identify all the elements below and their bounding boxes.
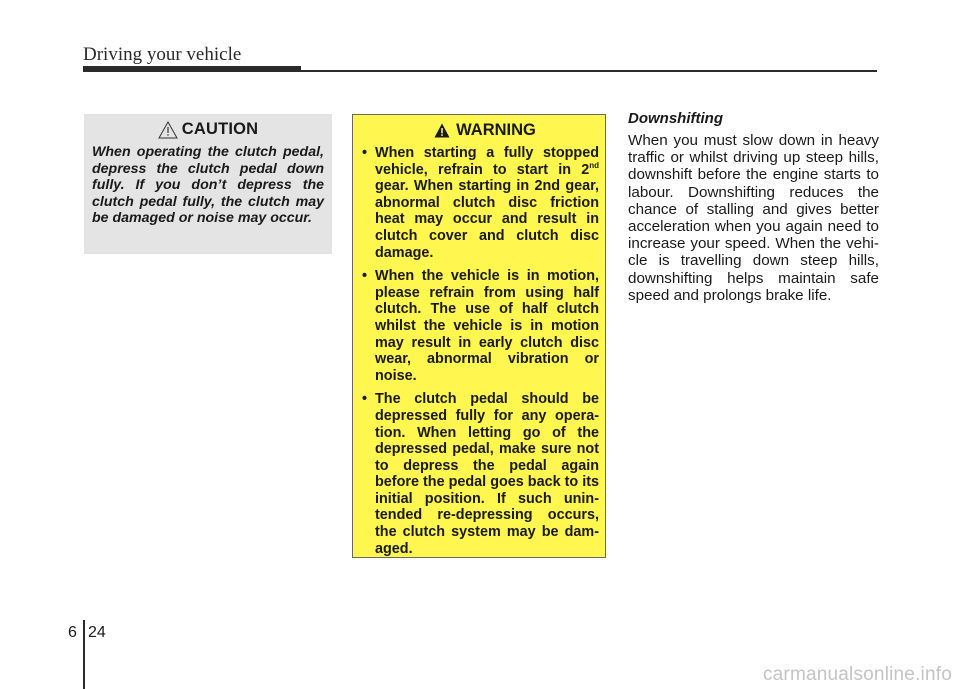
bullet: •: [362, 268, 368, 285]
chapter-number: 6: [68, 624, 77, 641]
warning-item-1-sup: nd: [589, 160, 599, 170]
warning-item-3-text: The clutch pedal should be depressed fully for any opera-tion. When letting go of the depressed pedal, make sure not to depress the pedal again before the pedal goes back to its initial position. If such unin-tended re-depressing occurs, the clutch system may be dam-aged.: [375, 391, 599, 557]
warning-triangle-icon: [434, 123, 450, 138]
warning-heading-label: WARNING: [456, 121, 536, 139]
warning-item-1-text-a: When starting a fully stopped vehicle, refrain to start in 2: [375, 145, 599, 178]
bullet: •: [362, 145, 368, 161]
header-rule-thin: [301, 70, 877, 72]
warning-item-1-text-b: gear. When starting in 2nd gear, abnormal clutch disc friction heat may occur and result in clutch cover and clutch disc damage.: [375, 178, 599, 261]
caution-heading: [92, 120, 324, 139]
warning-item-2-text: When the vehicle is in motion, please refrain from using half clutch. The use of half clutch whilst the vehicle is in motion may result in early clutch disc wear, abnormal vibration or noise.: [375, 268, 599, 384]
caution-heading-label: CAUTION: [181, 120, 259, 138]
page-number: 24: [88, 624, 106, 641]
warning-item-1: [361, 145, 599, 261]
downshifting-body: When you must slow down in heavy traffic or whilst driving up steep hills, downshift before the engine starts to labour. Downshifting reduces the chance of stalling and gives better acceleration when you again need to increase your speed. When the vehi-cle is travelling down steep hills, downshifting helps maintain safe speed and prolongs brake life.: [628, 132, 879, 304]
page-header-title: Driving your vehicle: [83, 44, 242, 65]
warning-item-3: [361, 391, 599, 557]
caution-text: When operating the clutch pedal, depress the clutch pedal down fully. If you don’t depress the clutch pedal fully, the clutch may be damaged or noise may occur.: [92, 144, 324, 227]
downshifting-heading: Downshifting: [628, 110, 723, 127]
warning-box: [352, 114, 606, 558]
header-rule-thick: [83, 66, 301, 72]
warning-heading: [361, 121, 599, 140]
caution-triangle-icon: [158, 121, 178, 139]
warning-list: [361, 145, 599, 557]
warning-item-2: [361, 268, 599, 384]
watermark: carmanualsonline.info: [762, 664, 952, 685]
caution-box: [84, 114, 332, 254]
footer-rule: [83, 620, 85, 689]
bullet: •: [362, 391, 368, 408]
